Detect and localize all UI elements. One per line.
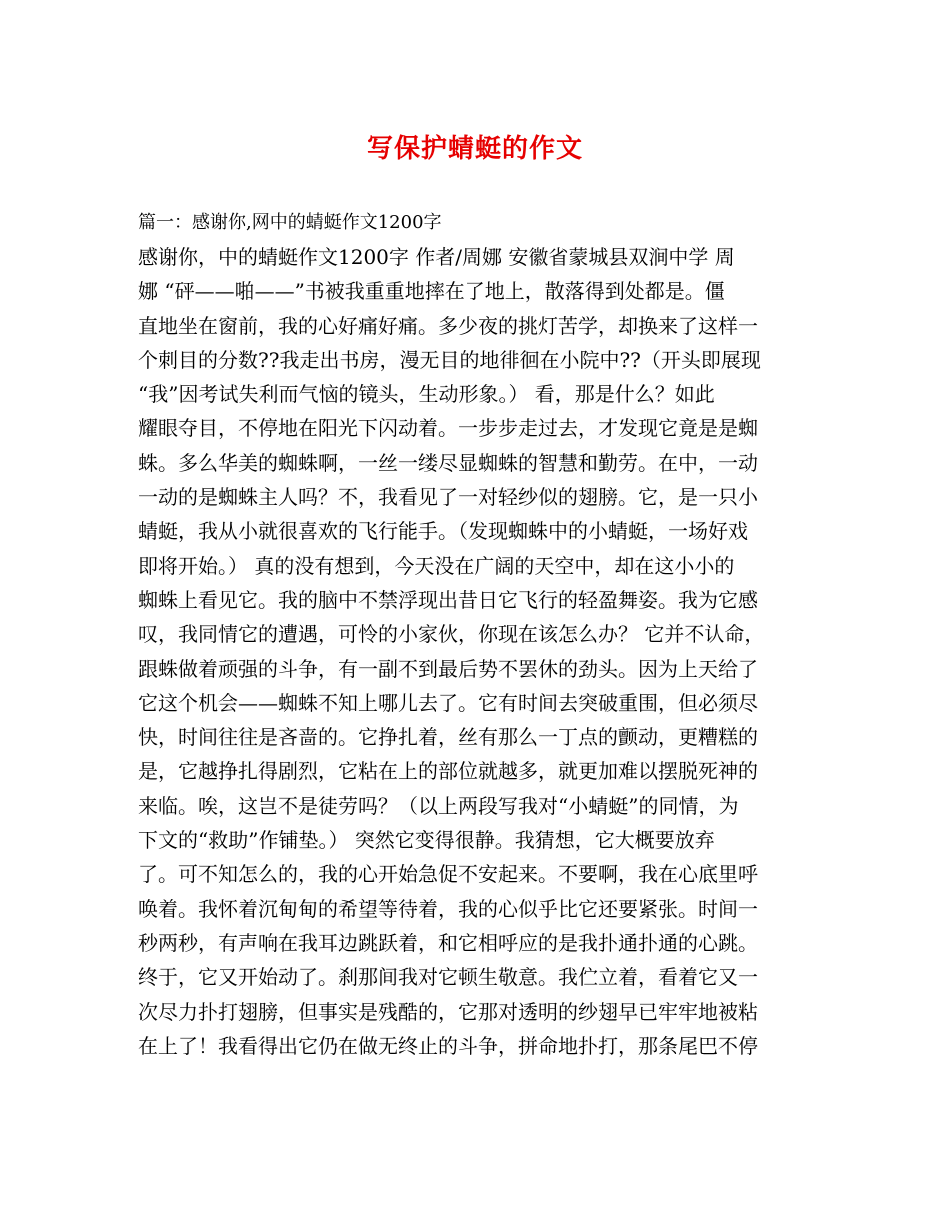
text-line: 终于，它又开始动了。刹那间我对它顿生敬意。我伫立着，看着它又一 [138,965,758,990]
text-line: 即将开始。） 真的没有想到，今天没在广阔的天空中，却在这小小的 [138,553,735,578]
text-line: 在上了！我看得出它仍在做无终止的斗争，拼命地扑打，那条尾巴不停 [138,1033,758,1058]
text-line: 秒两秒，有声响在我耳边跳跃着，和它相呼应的是我扑通扑通的心跳。 [138,930,758,955]
section-heading: 篇一：感谢你,网中的蜻蜓作文1200字 [138,212,442,233]
text-line: 唤着。我怀着沉甸甸的希望等待着，我的心似乎比它还要紧张。时间一 [138,896,758,921]
text-line: 蜻蜓，我从小就很喜欢的飞行能手。（发现蜘蛛中的小蜻蜓，一场好戏 [138,519,748,544]
text-line: 了。可不知怎么的，我的心开始急促不安起来。不要啊，我在心底里呼 [138,862,758,887]
text-line: 它这个机会——蜘蛛不知上哪儿去了。它有时间去突破重围，但必须尽 [138,690,758,715]
text-line: 感谢你，中的蜻蜓作文1200字 作者/周娜 安徽省蒙城县双涧中学 周 [138,245,735,269]
text-line: “我”因考试失利而气恼的镜头，生动形象。） 看，那是什么？如此 [138,382,715,407]
text-line: 是，它越挣扎得剧烈，它粘在上的部位就越多，就更加难以摆脱死神的 [138,759,758,784]
text-line: 快，时间往往是吝啬的。它挣扎着，丝有那么一丁点的颤动，更糟糕的 [138,725,758,750]
text-line: 耀眼夺目，不停地在阳光下闪动着。一步步走过去，才发现它竟是是蜘 [138,416,758,441]
text-line: 直地坐在窗前，我的心好痛好痛。多少夜的挑灯苦学，却换来了这样一 [138,313,758,338]
text-line: 叹，我同情它的遭遇，可怜的小家伙，你现在该怎么办？ 它并不认命， [138,622,765,647]
text-line: 次尽力扑打翅膀，但事实是残酷的，它那对透明的纱翅早已牢牢地被粘 [138,999,758,1024]
text-line: 一动的是蜘蛛主人吗？不，我看见了一对轻纱似的翅膀。它，是一只小 [138,485,758,510]
text-line: 个刺目的分数??我走出书房，漫无目的地徘徊在小院中??（开头即展现 [138,347,761,372]
document-title: 写保护蜻蜓的作文 [366,134,583,164]
text-line: 来临。唉，这岂不是徒劳吗？（以上两段写我对“小蜻蜓”的同情，为 [138,793,739,818]
text-line: 蜘蛛上看见它。我的脑中不禁浮现出昔日它飞行的轻盈舞姿。我为它感 [138,587,758,612]
text-line: 跟蛛做着顽强的斗争，有一副不到最后势不罢休的劲头。因为上天给了 [138,656,758,681]
text-line: 娜 “砰——啪——”书被我重重地摔在了地上，散落得到处都是。僵 [138,279,725,304]
text-line: 下文的“救助”作铺垫。） 突然它变得很静。我猜想，它大概要放弃 [138,828,715,853]
text-line: 蛛。多么华美的蜘蛛啊，一丝一缕尽显蜘蛛的智慧和勤劳。在中，一动 [138,450,758,475]
body-text [138,240,828,1063]
